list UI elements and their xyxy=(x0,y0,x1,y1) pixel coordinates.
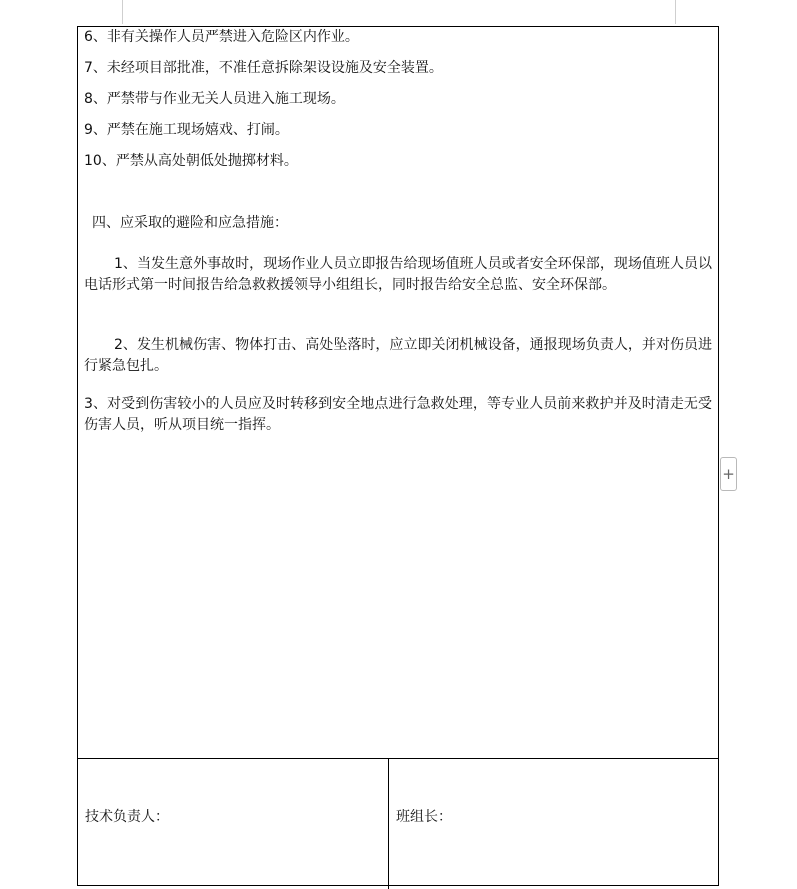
rule-item: 7、未经项目部批准，不准任意拆除架设设施及安全装置。 xyxy=(84,60,443,76)
page-margin-mark-right xyxy=(675,0,676,24)
signature-cell-technical-lead xyxy=(78,759,389,889)
rule-item: 9、严禁在施工现场嬉戏、打闹。 xyxy=(84,122,289,138)
plus-icon: + xyxy=(722,465,735,483)
measure-paragraph: 1、当发生意外事故时，现场作业人员立即报告给现场值班人员或者安全环保部，现场值班人员以电话形式第一时间报告给急救救援领导小组组长，同时报告给安全总监、安全环保部。 xyxy=(84,256,712,293)
content-cell xyxy=(78,27,718,759)
rule-item: 6、非有关操作人员严禁进入危险区内作业。 xyxy=(84,29,359,45)
measure-paragraph: 3、对受到伤害较小的人员应及时转移到安全地点进行急救处理，等专业人员前来救护并及时清走无受伤害人员，听从项目统一指挥。 xyxy=(84,396,712,433)
section-heading: 四、应采取的避险和应急措施： xyxy=(92,215,288,231)
rule-item: 8、严禁带与作业无关人员进入施工现场。 xyxy=(84,91,345,107)
document-table xyxy=(77,26,719,886)
signature-cell-team-leader xyxy=(389,759,718,889)
team-leader-label: 班组长： xyxy=(396,809,452,825)
measure-paragraph: 2、发生机械伤害、物体打击、高处坠落时，应立即关闭机械设备，通报现场负责人，并对伤员进行紧急包扎。 xyxy=(84,337,712,374)
technical-lead-label: 技术负责人： xyxy=(85,809,169,825)
rule-item: 10、严禁从高处朝低处抛掷材料。 xyxy=(84,153,298,169)
expand-handle-button[interactable] xyxy=(720,457,737,491)
page-margin-mark-left xyxy=(122,0,123,24)
